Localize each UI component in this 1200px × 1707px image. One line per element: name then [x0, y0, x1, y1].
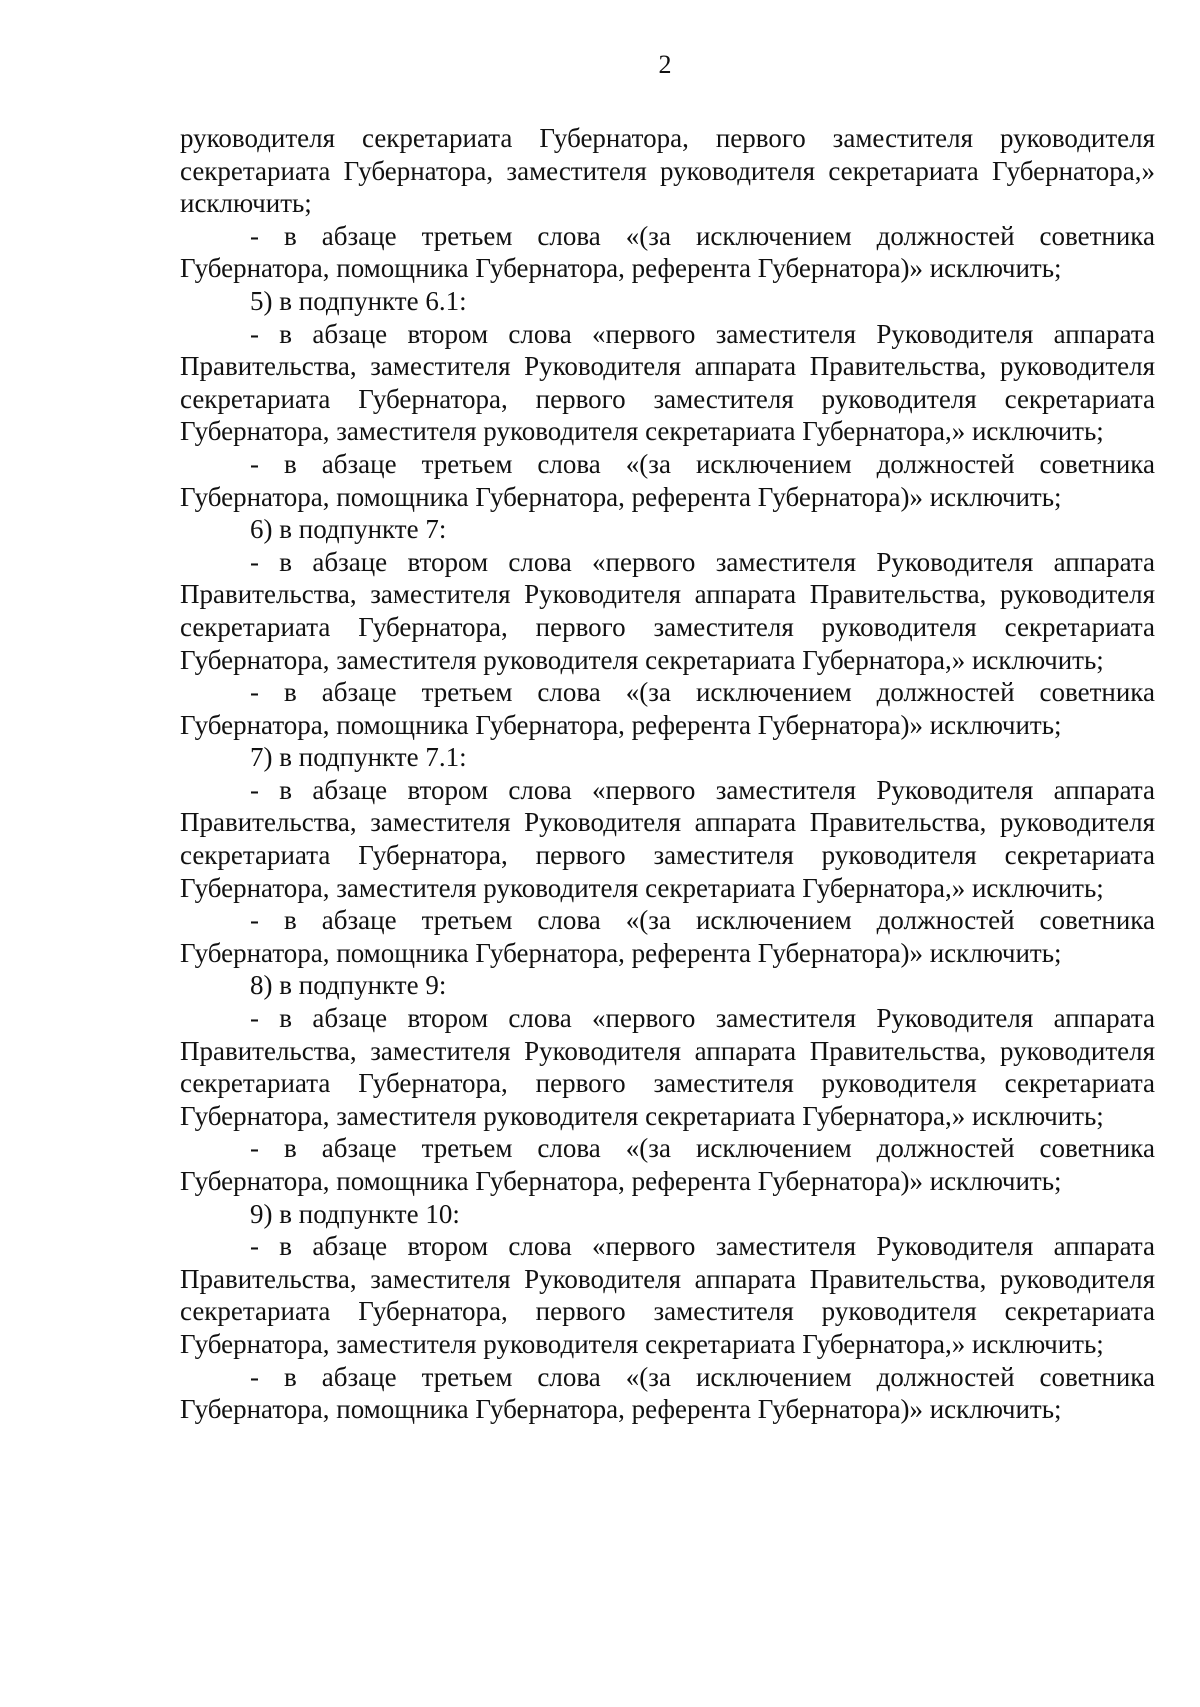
paragraph-subitem-heading: 5) в подпункте 6.1:: [250, 285, 467, 316]
document-body: [180, 122, 1155, 1426]
paragraph-subitem-heading: 7) в подпункте 7.1:: [250, 742, 467, 773]
paragraph-amendment: - в абзаце третьем слова «(за исключением должностей советника Губернатора, помощника Губернатора, референта Губернатора)» исключить;: [180, 1133, 1155, 1196]
paragraph-amendment: - в абзаце втором слова «первого заместителя Руководителя аппарата Правительства, заместителя Руководителя аппарата Правительства, руководителя секретариата Губернатора, первого заместителя руководителя секретариата Губернатора, заместителя руководителя секретариата Губернатора,» исключить;: [180, 318, 1155, 447]
paragraph-amendment: - в абзаце втором слова «первого заместителя Руководителя аппарата Правительства, заместителя Руководителя аппарата Правительства, руководителя секретариата Губернатора, первого заместителя руководителя секретариата Губернатора, заместителя руководителя секретариата Губернатора,» исключить;: [180, 774, 1155, 903]
paragraph-amendment: - в абзаце третьем слова «(за исключением должностей советника Губернатора, помощника Губернатора, референта Губернатора)» исключить;: [180, 677, 1155, 740]
paragraph-amendment: - в абзаце втором слова «первого заместителя Руководителя аппарата Правительства, заместителя Руководителя аппарата Правительства, руководителя секретариата Губернатора, первого заместителя руководителя секретариата Губернатора, заместителя руководителя секретариата Губернатора,» исключить;: [180, 546, 1155, 675]
paragraph-subitem-heading: 8) в подпункте 9:: [250, 970, 447, 1001]
paragraph-amendment: - в абзаце третьем слова «(за исключением должностей советника Губернатора, помощника Губернатора, референта Губернатора)» исключить;: [180, 905, 1155, 968]
paragraph-subitem-heading: 9) в подпункте 10:: [250, 1198, 460, 1229]
paragraph-amendment: - в абзаце третьем слова «(за исключением должностей советника Губернатора, помощника Губернатора, референта Губернатора)» исключить;: [180, 448, 1155, 512]
page-number: 2: [658, 50, 672, 79]
paragraph-amendment: - в абзаце втором слова «первого заместителя Руководителя аппарата Правительства, заместителя Руководителя аппарата Правительства, руководителя секретариата Губернатора, первого заместителя руководителя секретариата Губернатора, заместителя руководителя секретариата Губернатора,» исключить;: [180, 1003, 1155, 1131]
paragraph-subitem-heading: 6) в подпункте 7:: [250, 514, 447, 545]
paragraph-amendment: - в абзаце втором слова «первого заместителя Руководителя аппарата Правительства, заместителя Руководителя аппарата Правительства, руководителя секретариата Губернатора, первого заместителя руководителя секретариата Губернатора, заместителя руководителя секретариата Губернатора,» исключить;: [180, 1231, 1155, 1359]
paragraph-amendment: - в абзаце третьем слова «(за исключением должностей советника Губернатора, помощника Губернатора, референта Губернатора)» исключить;: [180, 1361, 1155, 1425]
paragraph-continuation: руководителя секретариата Губернатора, первого заместителя руководителя секретариата Губернатора, заместителя руководителя секретариата Губернатора,» исключить;: [180, 123, 1155, 219]
paragraph-amendment: - в абзаце третьем слова «(за исключением должностей советника Губернатора, помощника Губернатора, референта Губернатора)» исключить;: [180, 220, 1155, 284]
